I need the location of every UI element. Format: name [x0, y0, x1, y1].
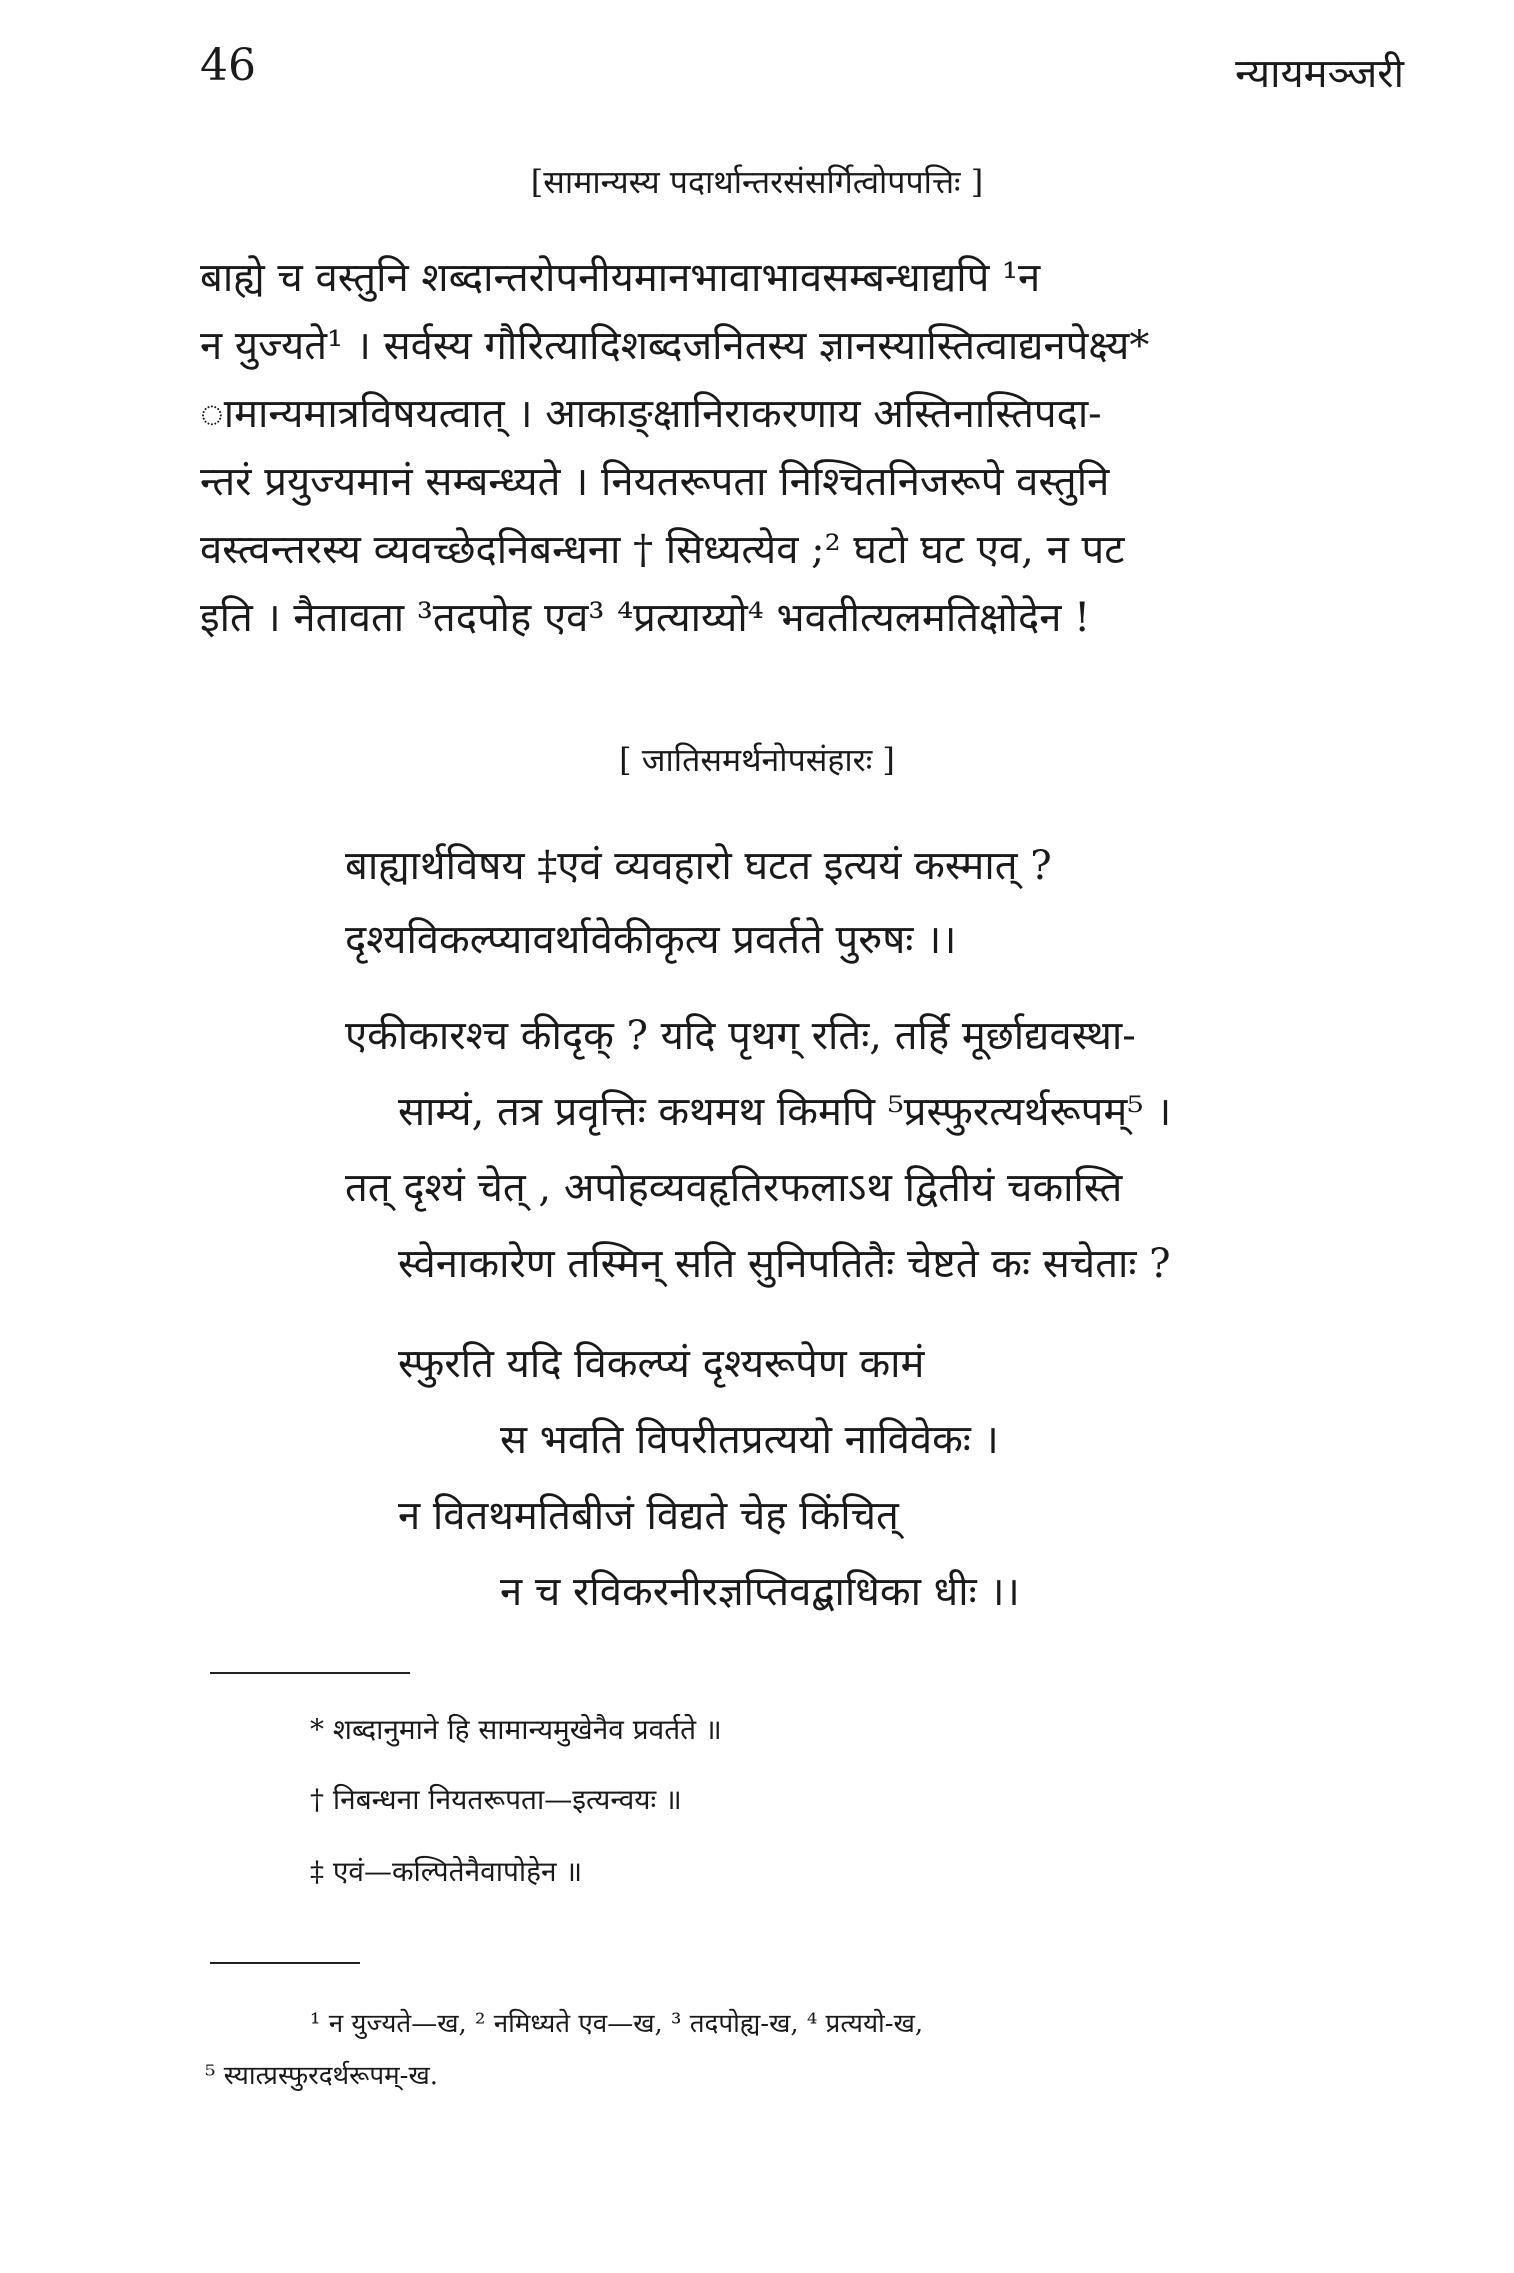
prose-line: न्तरं प्रयुज्यमानं सम्बन्ध्यते । नियतरूपता निश्चितनिजरूपे वस्तुनि: [200, 459, 1110, 505]
variant-divider: [210, 1962, 360, 1964]
verse-line: एकीकारश्च कीदृक् ? यदि पृथग् रतिः, तर्हि मूर्छाद्यवस्था-: [345, 1013, 1136, 1059]
footnote-divider: [210, 1672, 410, 1674]
verse-line: स भवति विपरीतप्रत्ययो नाविवेकः ।: [500, 1417, 999, 1463]
variant-note: ¹ न युज्यते—ख, ² नमिध्यते एव—ख, ³ तदपोह्य-ख, ⁴ प्रत्ययो-ख,: [310, 2009, 924, 2039]
verse-line: न च रविकरनीरज्ञप्तिवद्बाधिका धीः ।।: [500, 1569, 1020, 1615]
footnote: ‡ एवं—कल्पितेनैवापोहेन ॥: [310, 1855, 583, 1888]
prose-paragraph: [200, 244, 1400, 652]
running-title: न्यायमञ्जरी: [1235, 51, 1404, 97]
verse-line: स्फुरति यदि विकल्प्यं दृश्यरूपेण कामं: [398, 1341, 925, 1387]
verse-line: स्वेनाकारेण तस्मिन् सति सुनिपतितैः चेष्टते कः सचेताः ?: [398, 1241, 1171, 1287]
variant-note: ⁵ स्यात्प्रस्फुरदर्थरूपम्-ख.: [205, 2061, 438, 2091]
prose-line: ामान्यमात्रविषयत्वात् । आकाङ्क्षानिराकरणाय अस्तिनास्तिपदा-: [200, 391, 1102, 437]
prose-line: वस्त्वन्तरस्य व्यवच्छेदनिबन्धना † सिध्यत्येव ;² घटो घट एव, न पट: [200, 527, 1125, 573]
footnote: * शब्दानुमाने हि सामान्यमुखेनैव प्रवर्तते ॥: [310, 1713, 722, 1746]
verse-line: न वितथमतिबीजं विद्यते चेह किंचित्: [398, 1493, 899, 1539]
page-number: 46: [200, 40, 256, 91]
verse-line: दृश्यविकल्प्यावर्थावेकीकृत्य प्रवर्तते पुरुषः ।।: [345, 917, 957, 963]
verse-line: साम्यं, तत्र प्रवृत्तिः कथमथ किमपि ⁵प्रस्फुरत्यर्थरूपम्⁵ ।: [398, 1089, 1172, 1135]
verse-line: तत् दृश्यं चेत् , अपोहव्यवहृतिरफलाऽथ द्वितीयं चकास्ति: [345, 1165, 1123, 1211]
prose-line: इति । नैतावता ³तदपोह एव³ ⁴प्रत्याय्यो⁴ भवतीत्यलमतिक्षोदेन !: [200, 595, 1091, 641]
footnote: † निबन्धना नियतरूपता—इत्यन्वयः ॥: [310, 1783, 682, 1816]
section-title-2: [ जातिसमर्थनोपसंहारः ]: [619, 741, 895, 779]
prose-line: बाह्ये च वस्तुनि शब्दान्तरोपनीयमानभावाभावसम्बन्धाद्यपि ¹न: [200, 255, 1041, 301]
section-title-1: [सामान्यस्य पदार्थान्तरसंसर्गित्वोपपत्तिः ]: [530, 163, 984, 201]
verse-line: बाह्यार्थविषय ‡एवं व्यवहारो घटत इत्ययं कस्मात् ?: [345, 843, 1052, 889]
prose-line: न युज्यते¹ । सर्वस्य गौरित्यादिशब्दजनितस्य ज्ञानस्यास्तित्वाद्यनपेक्ष्य*: [200, 323, 1150, 369]
